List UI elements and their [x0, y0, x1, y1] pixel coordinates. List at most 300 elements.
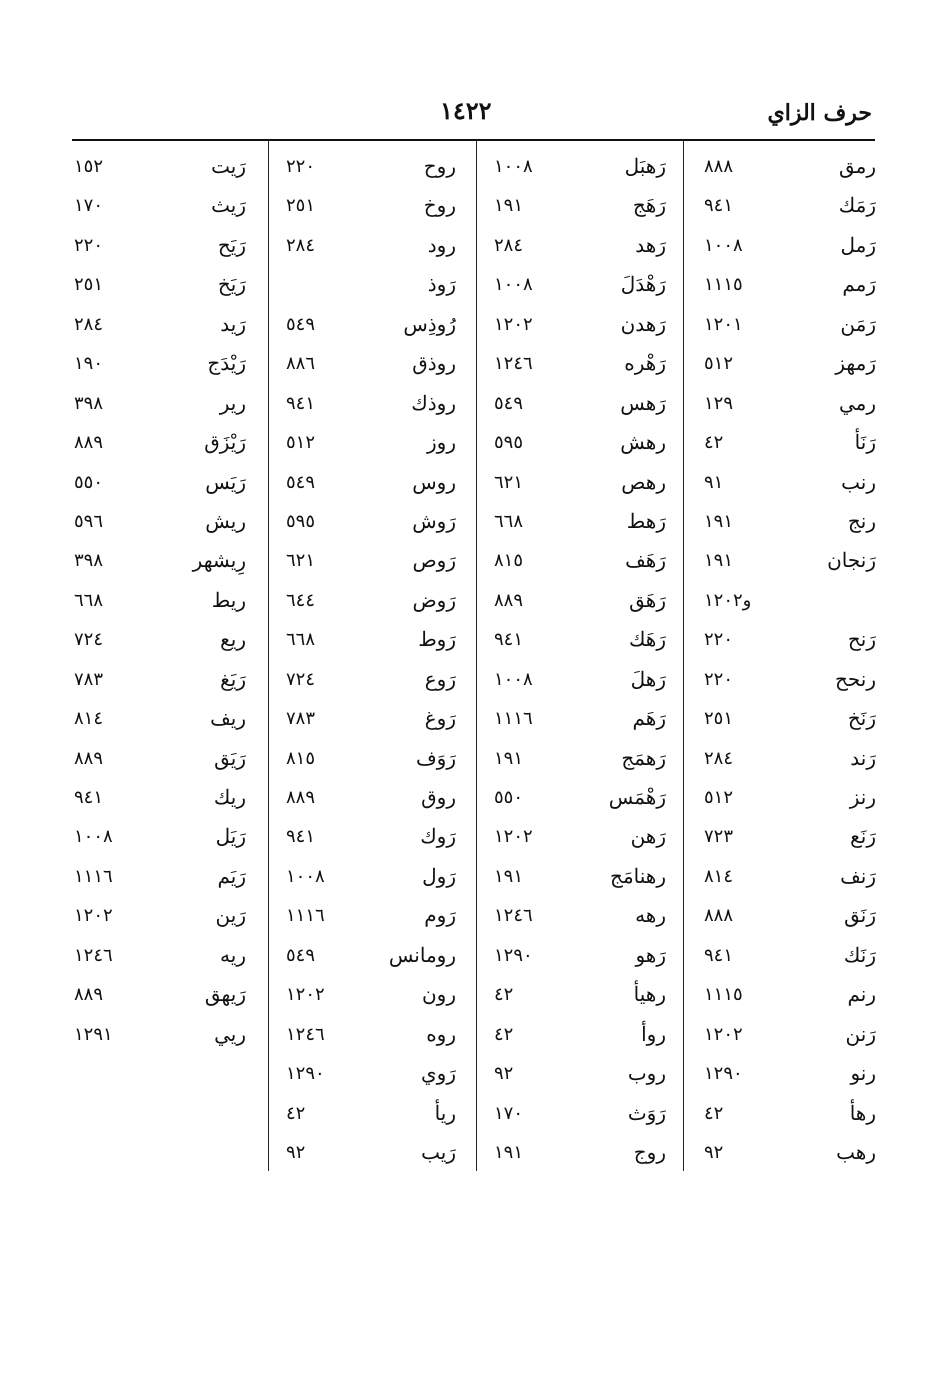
index-entry — [74, 428, 246, 467]
index-entry — [704, 389, 876, 428]
entry-page-number: ١١١٦ — [286, 905, 325, 927]
entry-page-number: ٧٨٣ — [74, 668, 104, 690]
entry-word: رَوض — [412, 587, 456, 612]
index-entry — [74, 389, 246, 428]
entry-word: رَهط — [626, 508, 666, 533]
index-entry — [74, 704, 246, 743]
entry-word: رهيأ — [633, 982, 666, 1007]
index-entry — [286, 428, 456, 467]
entry-word: رَنَع — [850, 824, 876, 849]
entry-word: رَهلَ — [630, 666, 666, 691]
entry-word: رَيْدَج — [207, 351, 246, 376]
entry-word: رَوذ — [427, 272, 456, 297]
index-entry — [704, 625, 876, 664]
entry-page-number: ٤٢ — [286, 1102, 306, 1124]
index-entry — [704, 546, 876, 585]
entry-page-number: ٥٩٥ — [494, 432, 524, 454]
entry-page-number: ١٠٠٨ — [286, 865, 325, 887]
entry-page-number: ٢٢٠ — [704, 629, 734, 651]
index-entry — [286, 389, 456, 428]
entry-word: رَيت — [211, 154, 246, 178]
entry-word: رَوك — [420, 824, 456, 849]
entry-page-number: ٢٢٠ — [74, 234, 104, 256]
entry-page-number: ٨١٤ — [74, 708, 104, 730]
index-entry — [704, 901, 876, 940]
index-entry — [704, 1059, 876, 1098]
entry-word: رير — [219, 390, 246, 415]
entry-word: روذق — [412, 351, 456, 376]
entry-word: رهنامَج — [610, 863, 666, 888]
entry-word: رَوي — [421, 1061, 456, 1086]
entry-page-number: ١٧٠ — [494, 1102, 524, 1124]
column-divider — [268, 141, 269, 1171]
entry-word: روه — [426, 1021, 456, 1046]
index-entry — [74, 191, 246, 230]
index-entry — [494, 704, 666, 743]
entry-word: رهأ — [849, 1100, 876, 1125]
entry-word: رَيَم — [217, 863, 246, 888]
index-entry — [494, 310, 666, 349]
index-entry — [74, 625, 246, 664]
entry-page-number: ٥٩٦ — [74, 510, 104, 532]
entry-page-number: ٢٥١ — [704, 708, 734, 730]
entry-page-number: ٥٤٩ — [286, 313, 316, 335]
entry-page-number: ١٢٤٦ — [74, 944, 113, 966]
entry-word: رَهَج — [632, 193, 666, 218]
index-entry — [74, 822, 246, 861]
entry-word: رَمهز — [835, 351, 876, 376]
entry-page-number: ٩٤١ — [286, 826, 316, 848]
entry-word: رَنَق — [844, 903, 876, 928]
header-rule — [72, 139, 875, 141]
entry-word: رَهد — [635, 232, 666, 257]
entry-word: ريك — [213, 785, 246, 809]
entry-word: رَيَق — [214, 745, 246, 770]
entry-page-number: ١٩١ — [494, 865, 524, 887]
index-entry — [286, 1059, 456, 1098]
index-entry — [704, 152, 876, 191]
entry-page-number: ١١١٥ — [704, 274, 743, 296]
entry-page-number: ١٠٠٨ — [494, 668, 533, 690]
entry-page-number: ١٩١ — [704, 550, 734, 572]
entry-page-number: ١٢٠٢ — [286, 984, 325, 1006]
index-column-3 — [286, 152, 456, 1177]
entry-page-number: ٩٢ — [286, 1141, 306, 1163]
entry-word: روب — [627, 1061, 666, 1086]
entry-page-number: ١٥٢ — [74, 156, 104, 177]
index-entry — [494, 783, 666, 822]
entry-page-number: ٢٨٤ — [286, 234, 316, 256]
index-entry — [704, 231, 876, 270]
entry-word: رَنَأ — [854, 430, 876, 455]
entry-page-number: ٥١٢ — [704, 787, 734, 808]
entry-page-number: ١١١٦ — [494, 708, 533, 730]
entry-word: رَيَغ — [220, 666, 246, 691]
index-entry — [74, 1020, 246, 1059]
index-entry — [494, 468, 666, 507]
entry-word: رَهَم — [632, 706, 666, 731]
entry-word: رَنح — [847, 627, 876, 652]
entry-word: ريش — [205, 508, 246, 533]
index-entry — [286, 507, 456, 546]
index-entry — [704, 941, 876, 980]
index-entry — [494, 1020, 666, 1059]
index-column-4 — [74, 152, 246, 1059]
index-entry — [74, 862, 246, 901]
index-entry — [286, 191, 456, 230]
entry-word: رنج — [847, 508, 876, 533]
entry-word: ريع — [220, 627, 246, 652]
entry-word: روذك — [411, 390, 456, 415]
entry-page-number: ٨٨٩ — [74, 432, 104, 454]
entry-page-number: ٥٤٩ — [286, 471, 316, 493]
entry-word: رَهَق — [629, 587, 666, 612]
entry-page-number: ١٢٩١ — [74, 1023, 113, 1045]
entry-word: رومانس — [388, 942, 456, 967]
entry-page-number: ٩٤١ — [286, 392, 316, 414]
entry-page-number: ٥١٢ — [704, 353, 734, 375]
entry-word: رنز — [849, 785, 876, 809]
entry-word: رِيشهر — [192, 548, 246, 573]
entry-page-number: ١٢٤٦ — [494, 353, 533, 375]
entry-word: رَنف — [840, 863, 876, 888]
index-entry — [494, 191, 666, 230]
index-entry — [74, 152, 246, 191]
index-entry — [286, 231, 456, 270]
index-column-1 — [704, 152, 876, 1177]
entry-word: رَهدن — [620, 311, 666, 336]
index-entry — [494, 270, 666, 309]
index-entry — [494, 428, 666, 467]
index-entry — [704, 1138, 876, 1177]
entry-word: رَيهق — [204, 982, 246, 1007]
index-entry — [494, 231, 666, 270]
entry-page-number: ١٠٠٨ — [704, 234, 743, 256]
entry-word: رَوم — [424, 903, 456, 928]
entry-page-number: ١٢٠٢ — [704, 1023, 743, 1045]
index-entry — [286, 704, 456, 743]
entry-page-number: ١١١٥ — [704, 984, 743, 1006]
entry-word: رهش — [620, 430, 666, 455]
entry-word: رَيَح — [217, 232, 246, 257]
entry-word: رون — [421, 982, 456, 1007]
index-entry — [494, 507, 666, 546]
index-entry — [286, 152, 456, 191]
entry-page-number: ٢٥١ — [286, 195, 316, 217]
entry-word: رَيْزَق — [204, 430, 246, 455]
entry-page-number: ٩٤١ — [704, 944, 734, 966]
index-entry — [704, 468, 876, 507]
index-entry — [704, 862, 876, 901]
index-entry — [286, 1138, 456, 1177]
entry-page-number: ٥٤٩ — [286, 944, 316, 966]
entry-word: ريأ — [434, 1100, 456, 1125]
entry-page-number: ٦٦٨ — [74, 589, 104, 611]
index-entry — [74, 507, 246, 546]
index-entry — [494, 152, 666, 191]
index-entry — [494, 980, 666, 1019]
entry-word: رَهمَج — [621, 745, 666, 770]
entry-word: روج — [633, 1139, 666, 1164]
entry-page-number: ٨٨٨ — [704, 156, 734, 177]
entry-word: رود — [427, 232, 456, 257]
index-entry — [74, 586, 246, 625]
entry-word: رَهَك — [628, 627, 666, 652]
index-entry — [286, 1020, 456, 1059]
index-entry — [286, 310, 456, 349]
column-divider — [683, 141, 684, 1171]
entry-word: رَهْدَلَ — [620, 272, 666, 297]
index-entry — [286, 546, 456, 585]
index-entry — [286, 468, 456, 507]
index-entry — [74, 468, 246, 507]
entry-page-number: ٤٢ — [704, 1102, 724, 1124]
entry-page-number: ١٠٠٨ — [494, 274, 533, 296]
index-entry — [74, 901, 246, 940]
index-entry — [704, 191, 876, 230]
index-entry — [494, 1138, 666, 1177]
index-entry — [74, 941, 246, 980]
index-entry — [286, 862, 456, 901]
entry-page-number: ١٩٠ — [74, 353, 104, 375]
entry-word: ريي — [214, 1021, 246, 1046]
entry-page-number: ٢٢٠ — [704, 668, 734, 690]
entry-word: روأ — [641, 1021, 666, 1046]
index-entry — [704, 507, 876, 546]
entry-page-number: ٦٦٨ — [494, 510, 524, 532]
index-entry — [704, 1099, 876, 1138]
entry-word: ريف — [210, 706, 246, 731]
entry-page-number: ١٢٤٦ — [286, 1023, 325, 1045]
entry-page-number: ٧٢٤ — [74, 629, 104, 651]
index-entry — [74, 231, 246, 270]
entry-page-number: ١٢٠١ — [704, 313, 743, 335]
entry-page-number: ٣٩٨ — [74, 550, 104, 572]
entry-page-number: ٢٨٤ — [494, 234, 524, 256]
entry-word: رَوَف — [415, 745, 456, 770]
entry-word: رَوص — [412, 548, 456, 573]
entry-page-number: و١٢٠٢ — [704, 589, 752, 611]
entry-word: رَهبَل — [624, 154, 666, 178]
index-entry — [286, 665, 456, 704]
entry-page-number: ١٢٩٠ — [494, 944, 533, 966]
entry-word: رهب — [836, 1139, 876, 1164]
index-entry — [494, 665, 666, 704]
entry-page-number: ٤٢ — [494, 1023, 514, 1045]
entry-word: رُوذِس — [403, 311, 456, 336]
index-entry — [494, 901, 666, 940]
entry-page-number: ٨١٥ — [494, 550, 524, 572]
entry-page-number: ١٩١ — [494, 195, 524, 217]
index-entry — [286, 901, 456, 940]
entry-word: رَنَك — [843, 942, 876, 967]
index-entry — [704, 428, 876, 467]
entry-page-number: ١٢٩٠ — [286, 1063, 325, 1085]
entry-word: رَيب — [421, 1139, 456, 1164]
entry-page-number: ١٢٠٢ — [494, 826, 533, 848]
entry-word: رَوط — [418, 627, 456, 652]
entry-page-number: ١٠٠٨ — [494, 156, 533, 177]
entry-word: روخ — [423, 193, 456, 218]
entry-page-number: ٩٤١ — [74, 787, 104, 808]
entry-word: رَيَل — [215, 824, 246, 849]
index-entry — [704, 1020, 876, 1059]
index-entry — [704, 665, 876, 704]
entry-page-number: ٩٢ — [494, 1063, 514, 1085]
entry-page-number: ٢٨٤ — [704, 747, 734, 769]
entry-page-number: ١٢٩٠ — [704, 1063, 743, 1085]
entry-word: روس — [412, 469, 456, 494]
entry-page-number: ١٩١ — [494, 747, 524, 769]
entry-page-number: ٨٨٩ — [494, 589, 524, 611]
entry-page-number: ١٠٠٨ — [74, 826, 113, 848]
index-entry — [74, 270, 246, 309]
entry-word: روق — [421, 785, 456, 809]
entry-word: رنو — [850, 1061, 876, 1086]
entry-word: رمي — [838, 390, 876, 415]
entry-page-number: ١١١٦ — [74, 865, 113, 887]
entry-page-number: ٨٨٩ — [286, 787, 316, 808]
entry-page-number: ٤٢ — [494, 984, 514, 1006]
index-entry — [74, 349, 246, 388]
entry-word: رَيَخ — [217, 272, 246, 297]
column-divider — [476, 141, 477, 1171]
entry-page-number: ٩٢ — [704, 1141, 724, 1163]
index-entry — [74, 310, 246, 349]
index-entry — [286, 270, 456, 309]
index-entry — [286, 625, 456, 664]
entry-page-number: ٥٥٠ — [74, 471, 104, 493]
entry-word: رنب — [841, 469, 876, 494]
index-entry — [286, 586, 456, 625]
entry-page-number: ٧٢٤ — [286, 668, 316, 690]
entry-page-number: ٢٢٠ — [286, 156, 316, 177]
index-entry — [704, 980, 876, 1019]
entry-page-number: ٦٦٨ — [286, 629, 316, 651]
entry-page-number: ٦٢١ — [286, 550, 316, 572]
entry-word: رَوغ — [424, 706, 456, 731]
index-entry — [494, 586, 666, 625]
entry-word: رهه — [635, 903, 666, 928]
entry-word: رَمَن — [840, 311, 876, 336]
index-entry — [494, 862, 666, 901]
entry-page-number: ٥٥٠ — [494, 787, 524, 808]
entry-word: روح — [423, 154, 456, 178]
entry-page-number: ٢٥١ — [74, 274, 104, 296]
entry-page-number: ٥٤٩ — [494, 392, 524, 414]
entry-word: رَهن — [630, 824, 666, 849]
entry-word: رَهْمَس — [608, 785, 666, 809]
entry-word: رَهو — [635, 942, 666, 967]
index-column-2 — [494, 152, 666, 1177]
entry-page-number: ٦٢١ — [494, 471, 524, 493]
entry-word: رَوش — [412, 508, 456, 533]
entry-word: رمق — [838, 154, 876, 178]
page-number: ١٤٢٢ — [440, 96, 492, 125]
entry-page-number: ١٢٤٦ — [494, 905, 533, 927]
entry-word: رَمل — [840, 232, 876, 257]
index-entry — [494, 941, 666, 980]
entry-page-number: ٣٩٨ — [74, 392, 104, 414]
index-entry — [494, 1059, 666, 1098]
entry-word: رَند — [850, 745, 876, 770]
entry-page-number: ٨٨٦ — [286, 353, 316, 375]
entry-word: رَمَك — [838, 193, 876, 218]
entry-word: رَيَس — [205, 469, 246, 494]
entry-page-number: ١٩١ — [704, 510, 734, 532]
entry-word: رَمم — [842, 272, 876, 297]
entry-word: رَهَف — [625, 548, 666, 573]
entry-page-number: ٩٤١ — [704, 195, 734, 217]
index-entry — [494, 349, 666, 388]
entry-word: رَين — [215, 903, 246, 928]
entry-word: رَنن — [845, 1021, 876, 1046]
entry-page-number: ١٢٠٢ — [74, 905, 113, 927]
entry-word: ريط — [211, 587, 246, 612]
index-entry — [74, 744, 246, 783]
index-entry — [494, 1099, 666, 1138]
entry-word: رهص — [621, 469, 666, 494]
entry-page-number: ١٢٠٢ — [494, 313, 533, 335]
entry-page-number: ٨٨٩ — [74, 747, 104, 769]
index-entry — [74, 980, 246, 1019]
index-entry — [704, 586, 876, 625]
entry-word: رَهس — [620, 390, 666, 415]
entry-word: ريه — [220, 942, 246, 967]
index-entry — [704, 270, 876, 309]
entry-page-number: ٧٢٣ — [704, 826, 734, 848]
index-entry — [286, 783, 456, 822]
entry-word: رنحح — [834, 666, 876, 691]
entry-page-number: ٤٢ — [704, 432, 724, 454]
index-entry — [286, 980, 456, 1019]
index-entry — [704, 744, 876, 783]
index-entry — [704, 310, 876, 349]
entry-word: رنم — [847, 982, 876, 1007]
index-entry — [494, 389, 666, 428]
entry-word: رَيد — [220, 311, 246, 336]
entry-page-number: ٨٨٨ — [704, 905, 734, 927]
entry-page-number: ٨١٤ — [704, 865, 734, 887]
entry-word: رَنَخ — [847, 706, 876, 731]
entry-page-number: ٥١٢ — [286, 432, 316, 454]
entry-page-number: ٢٨٤ — [74, 313, 104, 335]
index-entry — [704, 822, 876, 861]
entry-page-number: ٩٤١ — [494, 629, 524, 651]
index-entry — [74, 665, 246, 704]
entry-page-number: ٩١ — [704, 471, 724, 493]
index-entry — [704, 783, 876, 822]
entry-word: رَول — [422, 863, 456, 888]
index-entry — [74, 546, 246, 585]
page-header-title: حرف الزاي — [767, 100, 872, 126]
index-entry — [704, 349, 876, 388]
entry-word: رَنجان — [827, 548, 876, 573]
index-entry — [286, 941, 456, 980]
entry-page-number: ١٢٩ — [704, 392, 734, 414]
index-entry — [704, 704, 876, 743]
entry-page-number: ٨١٥ — [286, 747, 316, 769]
entry-word: روز — [427, 430, 456, 455]
index-entry — [74, 783, 246, 822]
index-entry — [494, 625, 666, 664]
entry-word: رَهْره — [624, 351, 666, 376]
entry-word: رَوَث — [627, 1100, 666, 1125]
index-entry — [494, 546, 666, 585]
index-entry — [286, 1099, 456, 1138]
entry-page-number: ٧٨٣ — [286, 708, 316, 730]
entry-page-number: ١٩١ — [494, 1141, 524, 1163]
